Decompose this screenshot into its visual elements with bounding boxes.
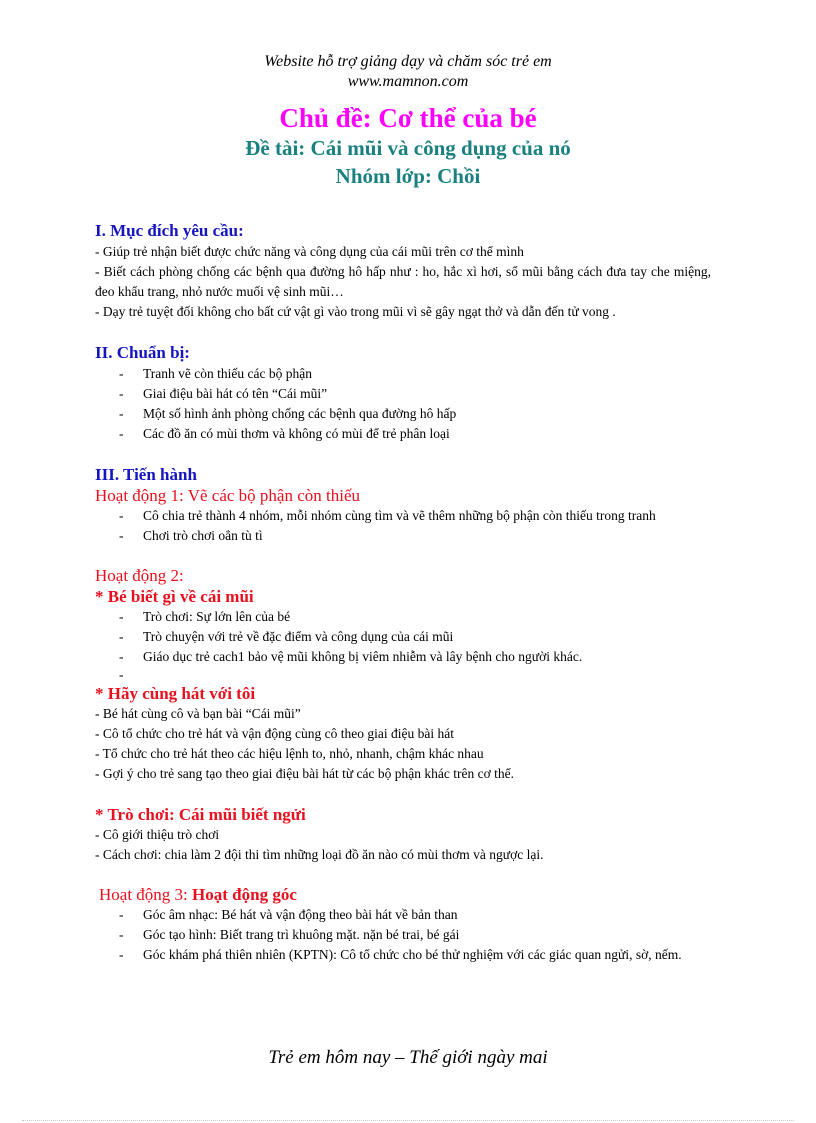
list-item: - Một số hình ảnh phòng chống các bệnh qua đường hô hấp <box>95 404 711 424</box>
section-heading: III. Tiến hành <box>95 465 197 484</box>
paragraph: - Gợi ý cho trẻ sang tạo theo giai điệu bài hát từ các bộ phận khác trên cơ thể. <box>95 766 514 781</box>
preparation-list <box>95 364 711 444</box>
footer-slogan: Trẻ em hôm nay – Thế giới ngày mai <box>268 1047 548 1068</box>
list-item: - Các đồ ăn có mùi thơm và không có mùi để trẻ phân loại <box>95 424 711 444</box>
document-body <box>95 220 711 965</box>
section-heading: II. Chuẩn bị: <box>95 343 190 362</box>
activity-3-list <box>95 905 711 965</box>
document-header <box>0 52 816 190</box>
activity-2a-list <box>95 607 711 683</box>
paragraph: - Dạy trẻ tuyệt đối không cho bất cứ vật gì vào trong mũi vì sẽ gây ngạt thở và dẫn đến tử vong . <box>95 304 616 319</box>
section-preparation <box>95 342 711 444</box>
paragraph: - Giúp trẻ nhận biết được chức năng và công dụng của cái mũi trên cơ thể mình <box>95 244 524 259</box>
list-item: - Góc tạo hình: Biết trang trì khuông mặt. nặn bé trai, bé gái <box>95 925 711 945</box>
list-item <box>95 667 711 683</box>
activity-3-bold: Hoạt động góc <box>192 885 297 904</box>
list-item: - Trò chuyện với trẻ về đặc điểm và công dụng của cái mũi <box>95 627 711 647</box>
list-item: - Góc khám phá thiên nhiên (KPTN): Cô tổ chức cho bé thử nghiệm với các giác quan ngửi, sờ, nếm. <box>95 945 711 965</box>
section-objectives <box>95 220 711 322</box>
activity-1-list <box>95 506 711 546</box>
activity-1-title: Hoạt động 1: Vẽ các bộ phận còn thiếu <box>95 486 361 505</box>
activity-2-title: Hoạt động 2: <box>95 566 184 585</box>
paragraph: - Cách chơi: chia làm 2 đội thi tìm những loại đồ ăn nào có mùi thơm và ngược lại. <box>95 847 544 862</box>
list-item: - Góc âm nhạc: Bé hát và vận động theo bài hát về bản than <box>95 905 711 925</box>
list-item: - Trò chơi: Sự lớn lên của bé <box>95 607 711 627</box>
activity-2c-title: * Trò chơi: Cái mũi biết ngửi <box>95 805 306 824</box>
activity-3-prefix: Hoạt động 3: <box>99 885 193 904</box>
list-item: - Giai điệu bài hát có tên “Cái mũi” <box>95 384 711 404</box>
site-url: www.mamnon.com <box>347 73 469 90</box>
topic-title: Chủ đề: Cơ thể của bé <box>279 103 537 133</box>
page-bottom-divider <box>22 1120 794 1121</box>
section-procedure <box>95 464 711 965</box>
list-item: - Tranh vẽ còn thiếu các bộ phận <box>95 364 711 384</box>
paragraph: - Cô giới thiệu trò chơi <box>95 827 220 842</box>
subject-title: Đề tài: Cái mũi và công dụng của nó <box>245 136 571 160</box>
site-name: Website hỗ trợ giảng dạy và chăm sóc trẻ em <box>264 53 552 70</box>
group-title: Nhóm lớp: Chồi <box>335 164 481 188</box>
activity-2b-title: * Hãy cùng hát với tôi <box>95 684 256 703</box>
paragraph: - Biết cách phòng chống các bệnh qua đường hô hấp như : ho, hắc xì hơi, sổ mũi bằng cách đưa tay che miệng, đeo khẩu trang, nhỏ nước muối vệ sinh mũi… <box>95 264 711 299</box>
activity-2a-title: * Bé biết gì về cái mũi <box>95 587 254 606</box>
list-item: - Cô chia trẻ thành 4 nhóm, mỗi nhóm cùng tìm và vẽ thêm những bộ phận còn thiếu trong tranh <box>95 506 711 526</box>
list-item: - Giáo dục trẻ cach1 bảo vệ mũi không bị viêm nhiễm và lây bệnh cho người khác. <box>95 647 711 667</box>
paragraph: - Cô tổ chức cho trẻ hát và vận động cùng cô theo giai điệu bài hát <box>95 726 454 741</box>
paragraph: - Bé hát cùng cô và bạn bài “Cái mũi” <box>95 706 301 721</box>
paragraph: - Tổ chức cho trẻ hát theo các hiệu lệnh to, nhỏ, nhanh, chậm khác nhau <box>95 746 484 761</box>
section-heading: I. Mục đích yêu cầu: <box>95 221 244 240</box>
list-item: - Chơi trò chơi oẳn tù tì <box>95 526 711 546</box>
activity-3-title <box>95 885 711 905</box>
